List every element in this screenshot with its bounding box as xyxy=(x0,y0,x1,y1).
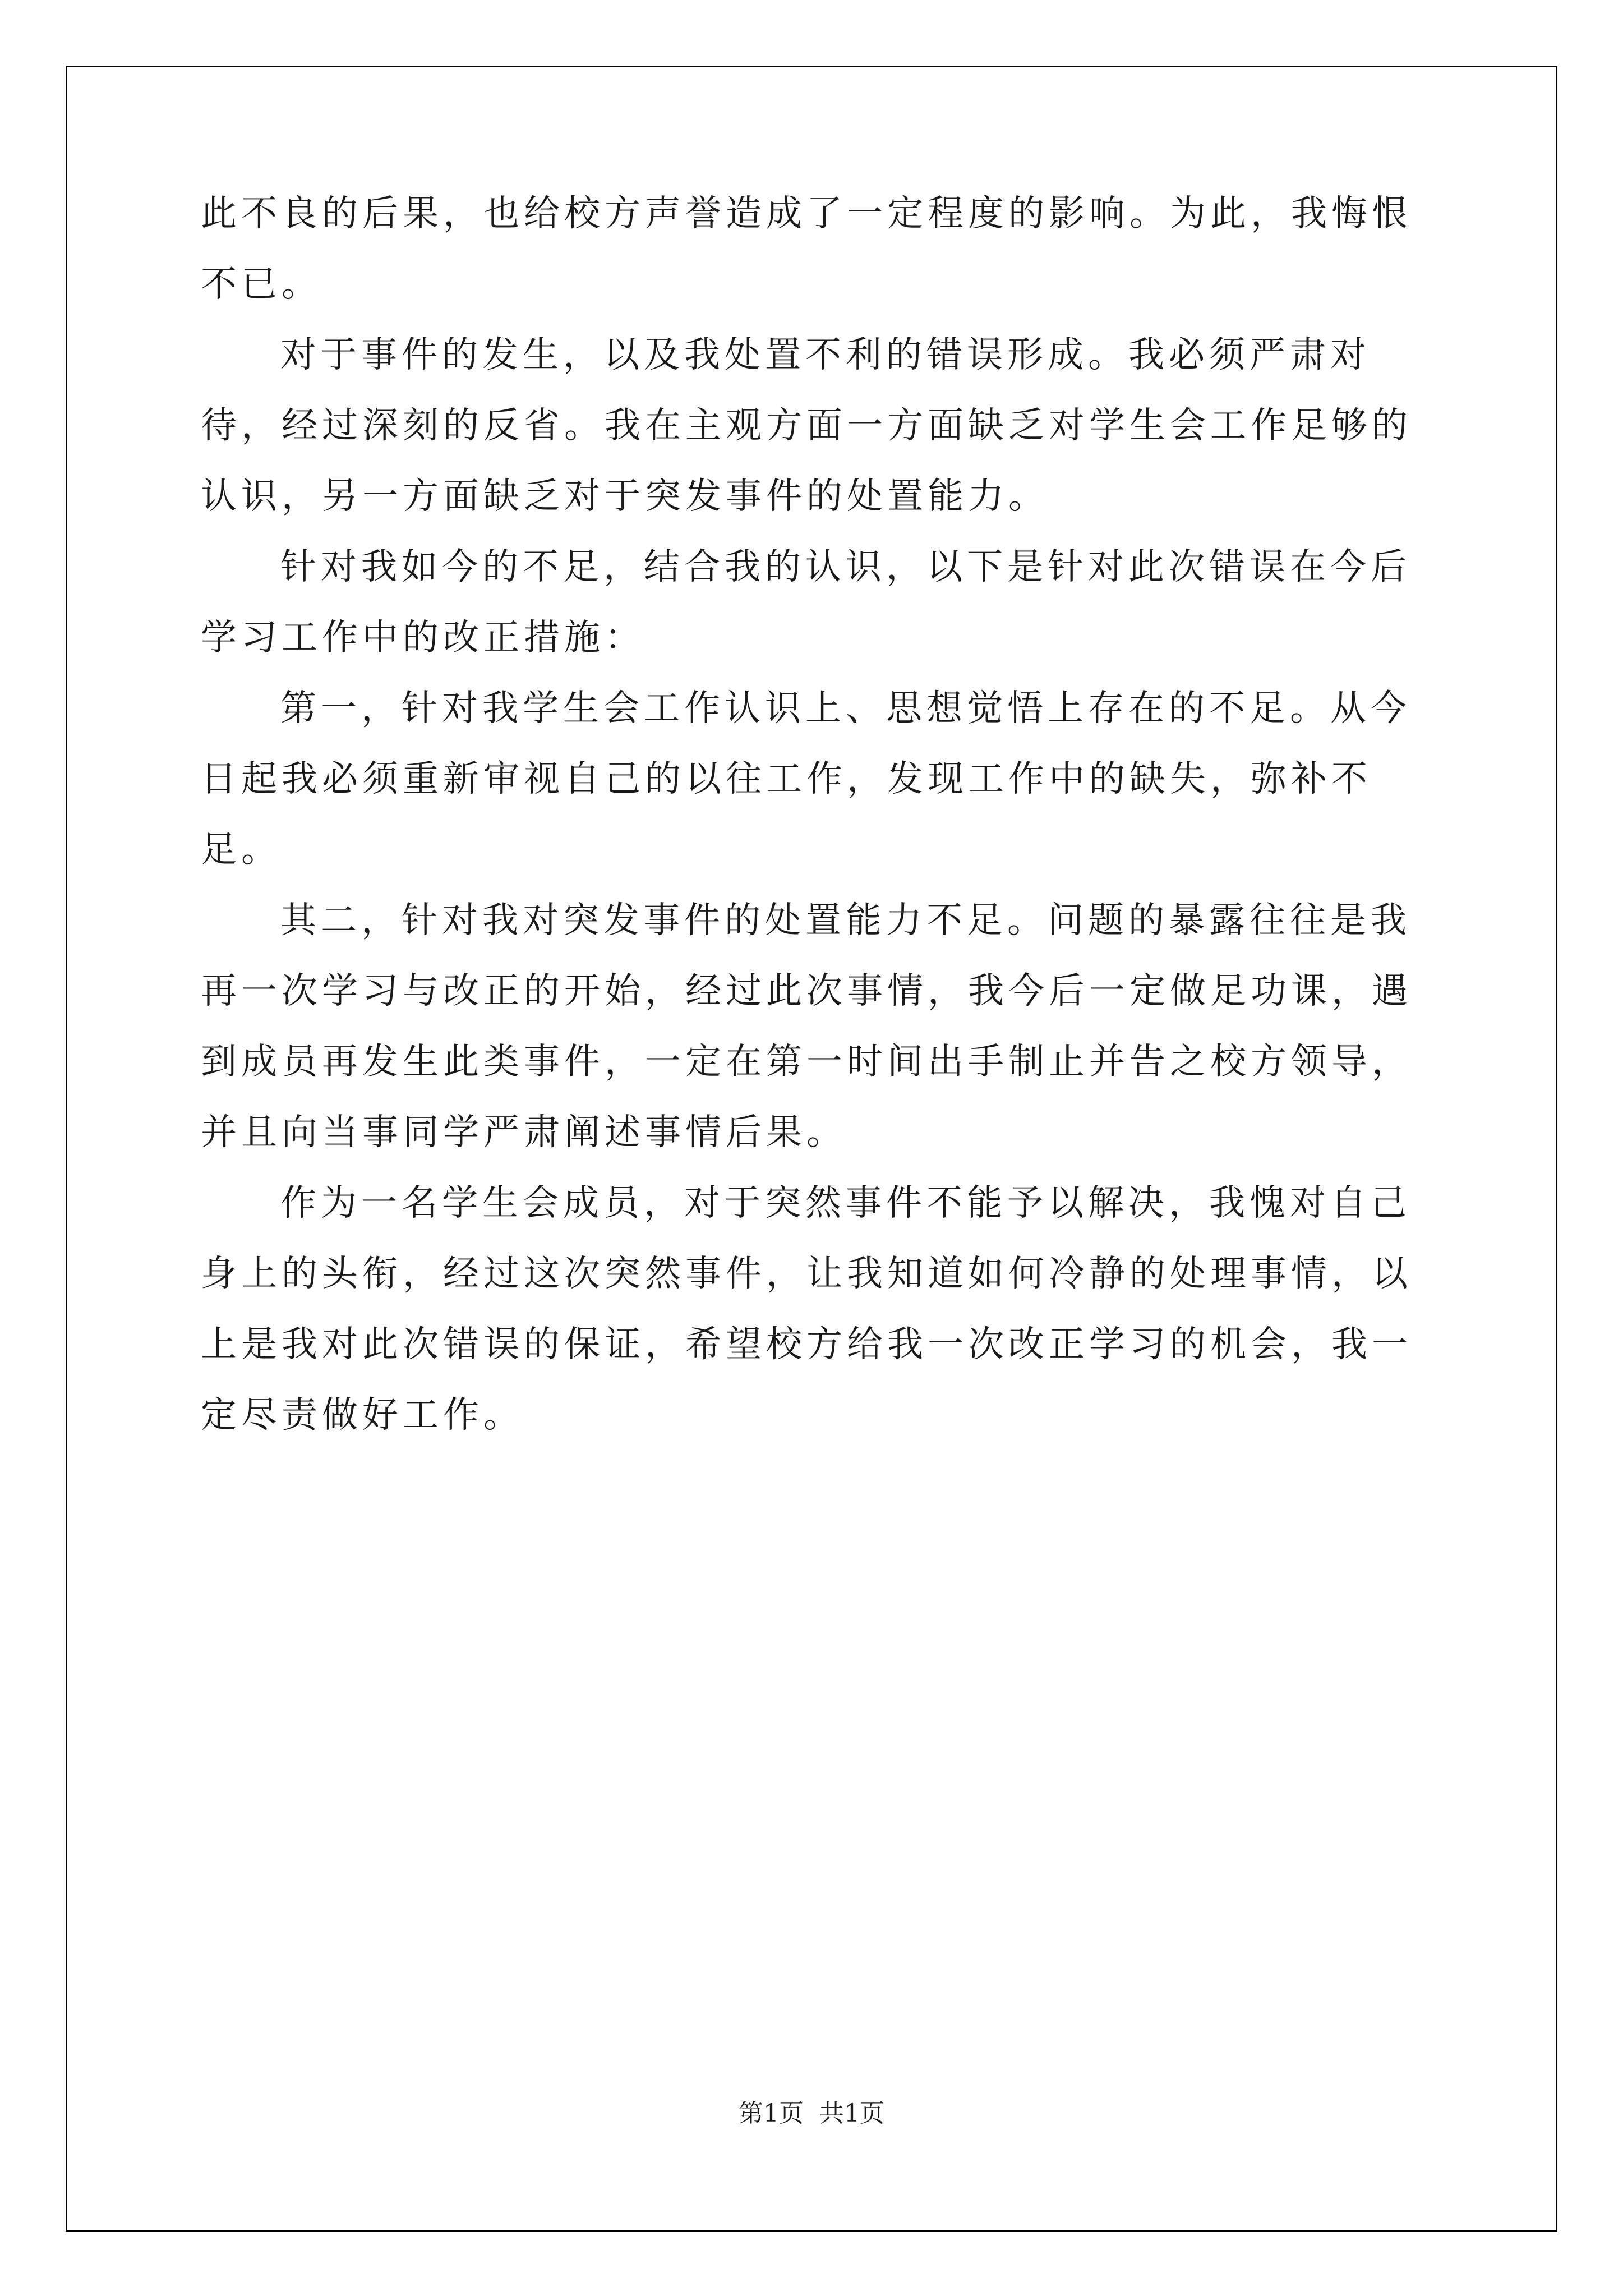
document-body xyxy=(201,178,1440,1451)
paragraph-6: 作为一名学生会成员，对于突然事件不能予以解决，我愧对自己身上的头衔，经过这次突然事件，让我知道如何冷静的处理事情，以上是我对此次错误的保证，希望校方给我一次改正学习的机会，我一定尽责做好工作。 xyxy=(201,1182,1412,1436)
paragraph-3: 针对我如今的不足，结合我的认识，以下是针对此次错误在今后学习工作中的改正措施： xyxy=(201,546,1411,659)
page-total: 共1页 xyxy=(819,2099,884,2128)
paragraph-1: 此不良的后果，也给校方声誉造成了一定程度的影响。为此，我悔恨不已。 xyxy=(201,193,1412,305)
page-footer xyxy=(0,2097,1623,2131)
paragraph-2: 对于事件的发生，以及我处置不利的错误形成。我必须严肃对待，经过深刻的反省。我在主观方面一方面缺乏对学生会工作足够的认识，另一方面缺乏对于突发事件的处置能力。 xyxy=(201,334,1412,517)
page-number: 第1页 xyxy=(739,2099,804,2128)
paragraph-5: 其二，针对我对突发事件的处置能力不足。问题的暴露往往是我再一次学习与改正的开始，经过此次事情，我今后一定做足功课，遇到成员再发生此类事件，一定在第一时间出手制止并告之校方领导，并且向当事同学严肃阐述事情后果。 xyxy=(201,900,1412,1153)
paragraph-4: 第一，针对我学生会工作认识上、思想觉悟上存在的不足。从今日起我必须重新审视自己的以往工作，发现工作中的缺失，弥补不足。 xyxy=(201,688,1411,871)
